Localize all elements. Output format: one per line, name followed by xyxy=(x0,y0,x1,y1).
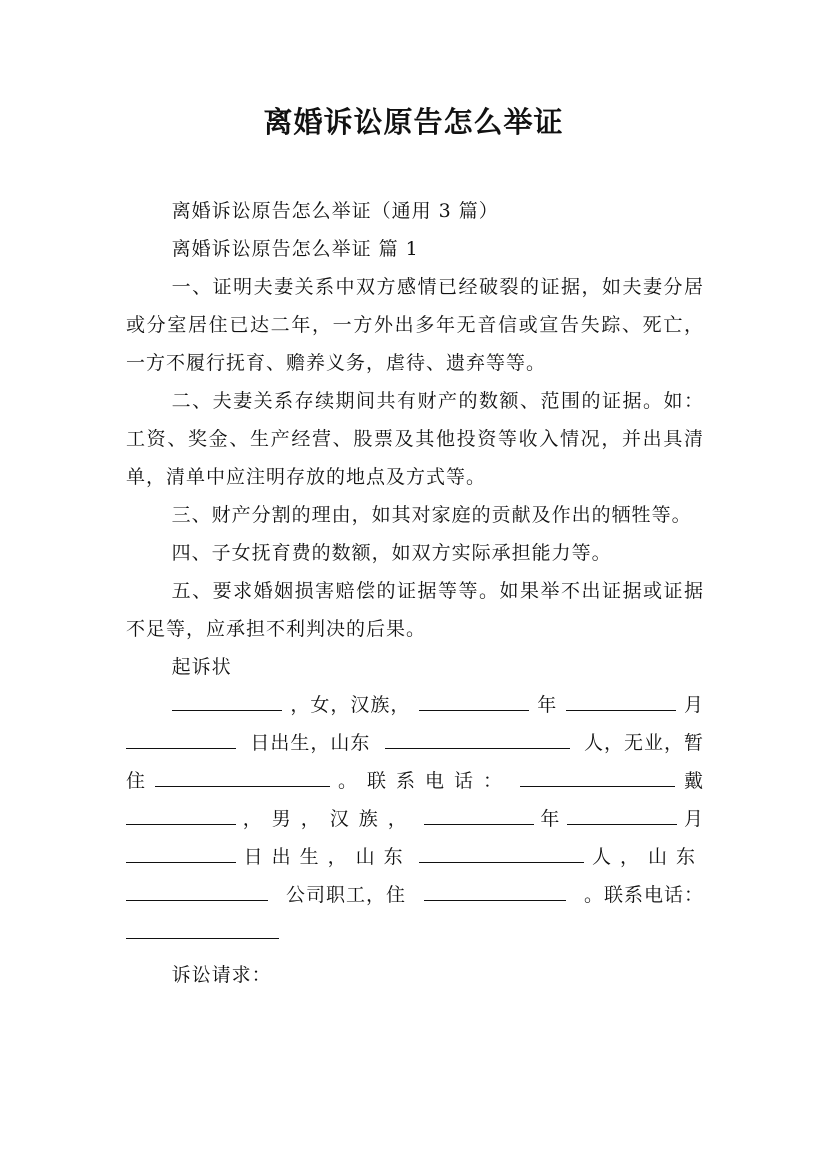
plaintiff-line-3 xyxy=(126,762,704,800)
defendant-line-2 xyxy=(126,838,704,876)
defendant-line-3 xyxy=(126,876,704,914)
paragraph-2: 二、夫妻关系存续期间共有财产的数额、范围的证据。如：工资、奖金、生产经营、股票及其他投资等收入情况，并出具清单，清单中应注明存放的地点及方式等。 xyxy=(126,390,704,488)
defendant-birth-day-blank xyxy=(126,838,236,863)
complaint-heading: 起诉状 xyxy=(171,656,232,678)
defendant-phone-blank xyxy=(126,914,279,939)
paragraph-3: 三、财产分割的理由，如其对家庭的贡献及作出的牺牲等。 xyxy=(171,504,692,526)
plaintiff-year-text: 年 xyxy=(537,694,558,716)
document-body xyxy=(126,192,704,994)
defendant-surname-text: 戴 xyxy=(683,770,704,792)
defendant-gender-text: ，男，汉族， xyxy=(242,808,417,830)
plaintiff-name-blank xyxy=(172,686,282,711)
article-heading: 离婚诉讼原告怎么举证 篇 1 xyxy=(171,238,419,260)
plaintiff-occupation-text: 人，无业，暂 xyxy=(583,732,704,754)
defendant-line-1 xyxy=(126,800,704,838)
plaintiff-birth-year-blank xyxy=(419,686,529,711)
plaintiff-line-2 xyxy=(126,724,704,762)
defendant-month-text: 月 xyxy=(683,808,704,830)
document-title: 离婚诉讼原告怎么举证 xyxy=(263,105,564,139)
defendant-birth-year-blank xyxy=(424,800,534,825)
defendant-origin-suffix-text: 人，山东 xyxy=(591,846,704,868)
plaintiff-line-1 xyxy=(126,686,704,724)
defendant-origin-blank xyxy=(419,838,584,863)
plaintiff-origin-blank xyxy=(385,724,570,749)
defendant-phone-text: 。联系电话： xyxy=(583,884,704,906)
defendant-line-4 xyxy=(126,914,704,952)
plaintiff-birth-day-blank xyxy=(126,724,236,749)
defendant-birth-month-blank xyxy=(567,800,677,825)
plaintiff-phone-blank xyxy=(520,762,675,787)
defendant-born-text: 日出生，山东 xyxy=(243,846,412,868)
defendant-name-blank xyxy=(126,800,236,825)
document-subtitle: 离婚诉讼原告怎么举证（通用 3 篇） xyxy=(171,200,499,222)
plaintiff-born-text: 日出生，山东 xyxy=(250,732,371,754)
plaintiff-address-blank xyxy=(155,762,330,787)
plaintiff-month-text: 月 xyxy=(683,694,704,716)
defendant-employer-text: 公司职工，住 xyxy=(285,884,406,906)
plaintiff-birth-month-blank xyxy=(566,686,676,711)
paragraph-4: 四、子女抚育费的数额，如双方实际承担能力等。 xyxy=(171,542,612,564)
paragraph-1: 一、证明夫妻关系中双方感情已经破裂的证据，如夫妻分居或分室居住已达二年，一方外出多年无音信或宣告失踪、死亡，一方不履行抚育、赡养义务，虐待、遗弃等等。 xyxy=(126,276,704,374)
plaintiff-phone-text: 。联系电话： xyxy=(337,770,512,792)
defendant-address-blank xyxy=(424,876,566,901)
claims-heading: 诉讼请求： xyxy=(171,964,272,986)
plaintiff-reside-text: 住 xyxy=(126,770,147,792)
paragraph-5: 五、要求婚姻损害赔偿的证据等等。如果举不出证据或证据不足等，应承担不利判决的后果。 xyxy=(126,580,704,640)
plaintiff-gender-text: ，女，汉族， xyxy=(290,694,411,716)
defendant-year-text: 年 xyxy=(540,808,561,830)
defendant-employer-blank xyxy=(126,876,268,901)
